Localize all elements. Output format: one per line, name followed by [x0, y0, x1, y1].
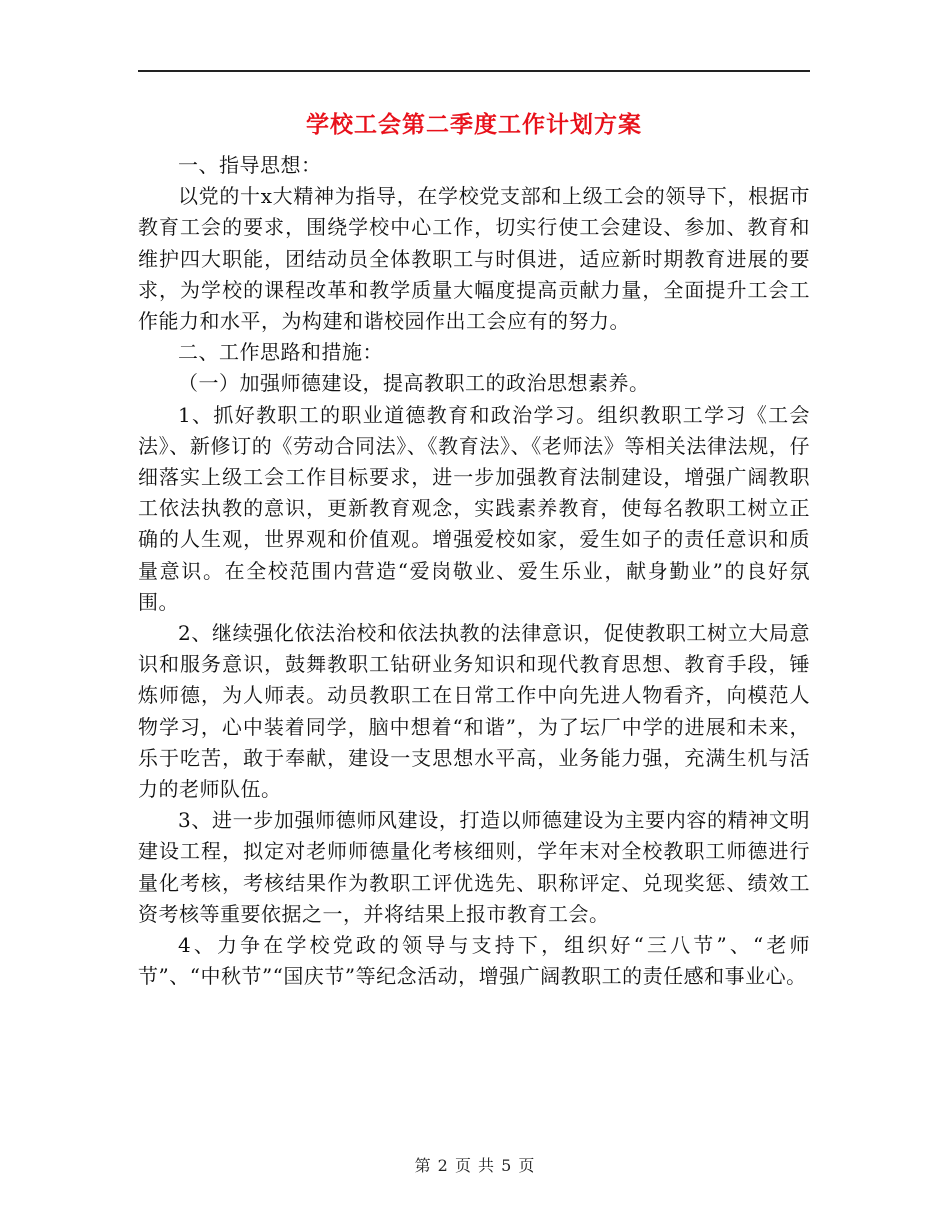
subsection-heading-ethics: （一）加强师德建设，提高教职工的政治思想素养。: [178, 371, 650, 396]
list-item-3: 3、进一步加强师德师风建设，打造以师德建设为主要内容的精神文明建设工程，拟定对老师师德量化考核细则，学年末对全校教职工师德进行量化考核，考核结果作为教职工评优选先、职称评定、兑现奖惩、绩效工资考核等重要依据之一，并将结果上报市教育工会。: [138, 808, 810, 926]
paragraph-guiding-ideology: 以党的十x大精神为指导，在学校党支部和上级工会的领导下，根据市教育工会的要求，围绕学校中心工作，切实行使工会建设、参加、教育和维护四大职能，团结动员全体教职工与时俱进，适应新时期教育进展的要求，为学校的课程改革和教学质量大幅度提高贡献力量，全面提升工会工作能力和水平，为构建和谐校园作出工会应有的努力。: [138, 184, 810, 334]
section-heading-guiding-ideology: 一、指导思想：: [178, 153, 322, 177]
page-number-footer: 第 2 页 共 5 页: [414, 1156, 536, 1175]
document-title: 学校工会第二季度工作计划方案: [306, 111, 642, 138]
list-item-4: 4、力争在学校党政的领导与支持下，组织好“三八节”、“老师节”、“中秋节”“国庆节”等纪念活动，增强广阔教职工的责任感和事业心。: [138, 933, 810, 989]
header-rule: [138, 70, 810, 72]
document-body: [138, 150, 810, 992]
list-item-1: 1、抓好教职工的职业道德教育和政治学习。组织教职工学习《工会法》、新修订的《劳动合同法》、《教育法》、《老师法》等相关法律法规，仔细落实上级工会工作目标要求，进一步加强教育法制建设，增强广阔教职工依法执教的意识，更新教育观念，实践素养教育，使每名教职工树立正确的人生观，世界观和价值观。增强爱校如家，爱生如子的责任意识和质量意识。在全校范围内营造“爱岗敬业、爱生乐业，献身勤业”的良好氛围。: [138, 402, 810, 614]
section-heading-work-approach: 二、工作思路和措施：: [178, 340, 383, 365]
list-item-2: 2、继续强化依法治校和依法执教的法律意识，促使教职工树立大局意识和服务意识，鼓舞教职工钻研业务知识和现代教育思想、教育手段，锤炼师德，为人师表。动员教职工在日常工作中向先进人物看齐，向模范人物学习，心中装着同学，脑中想着“和谐”，为了坛厂中学的进展和未来，乐于吃苦，敢于奉献，建设一支思想水平高，业务能力强，充满生机与活力的老师队伍。: [138, 621, 810, 802]
